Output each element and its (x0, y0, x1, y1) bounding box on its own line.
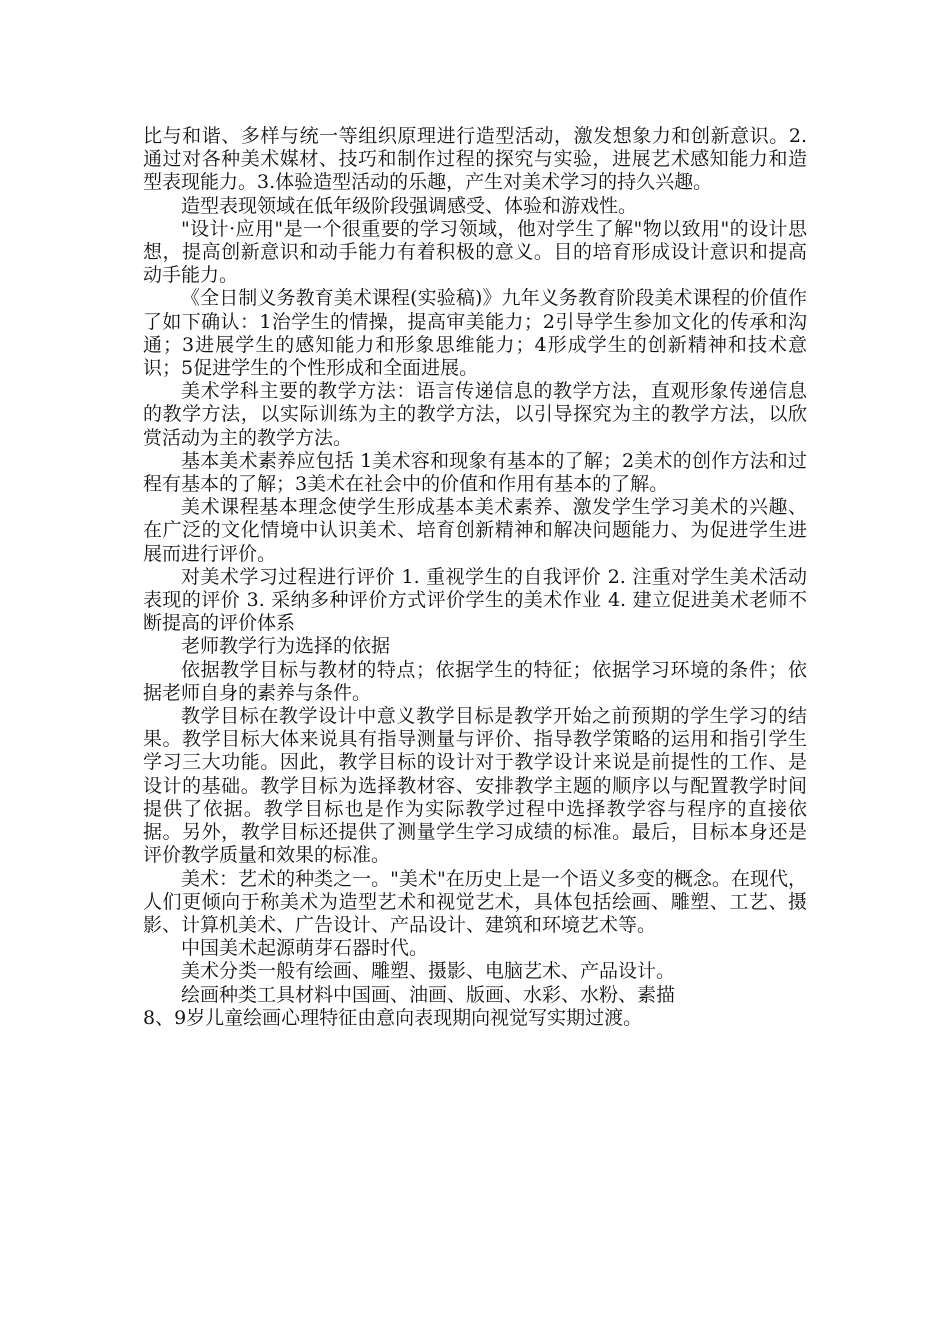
paragraph: 依据教学目标与教材的特点；依据学生的特征；依据学习环境的条件；依据老师自身的素养与条件。 (143, 658, 807, 704)
paragraph: 美术：艺术的种类之一。"美术"在历史上是一个语义多变的概念。在现代，人们更倾向于称美术为造型艺术和视觉艺术，具体包括绘画、雕塑、工艺、摄影、计算机美术、广告设计、产品设计、建筑和环境艺术等。 (143, 867, 807, 936)
paragraph: 基本美术素养应包括 1美术容和现象有基本的了解；2美术的创作方法和过程有基本的了解；3美术在社会中的价值和作用有基本的了解。 (143, 449, 807, 496)
paragraph: 美术课程基本理念使学生形成基本美术素养、激发学生学习美术的兴趣、在广泛的文化情境中认识美术、培育创新精神和解决问题能力、为促进学生进展而进行评价。 (143, 496, 807, 565)
paragraph: 老师教学行为选择的依据 (181, 635, 391, 658)
paragraph: 比与和谐、多样与统一等组织原理进行造型活动，激发想象力和创新意识。2.通过对各种美术媒材、技巧和制作过程的探究与实验，进展艺术感知能力和造型表现能力。3.体验造型活动的乐趣，产生对美术学习的持久兴趣。 (143, 125, 807, 194)
paragraph: 中国美术起源萌芽石器时代。 (181, 937, 429, 960)
paragraph: 对美术学习过程进行评价 1. 重视学生的自我评价 2. 注重对学生美术活动表现的评价 3. 采纳多种评价方式评价学生的美术作业 4. 建立促进美术老师不断提高的评价体系 (143, 565, 807, 635)
paragraph: "设计·应用"是一个很重要的学习领域，他对学生了解"物以致用"的设计思想，提高创新意识和动手能力有着积极的意义。目的培育形成设计意识和提高动手能力。 (143, 217, 807, 287)
paragraph: 8、9岁儿童绘画心理特征由意向表现期向视觉写实期过渡。 (143, 1006, 643, 1029)
paragraph: 美术学科主要的教学方法：语言传递信息的教学方法，直观形象传递信息的教学方法，以实际训练为主的教学方法，以引导探究为主的教学方法，以欣赏活动为主的教学方法。 (143, 380, 807, 449)
paragraph: 美术分类一般有绘画、雕塑、摄影、电脑艺术、产品设计。 (181, 960, 676, 983)
paragraph: 绘画种类工具材料中国画、油画、版画、水彩、水粉、素描 (181, 983, 676, 1006)
paragraph: 教学目标在教学设计中意义教学目标是教学开始之前预期的学生学习的结果。教学目标大体来说具有指导测量与评价、指导教学策略的运用和指引学生学习三大功能。因此，教学目标的设计对于教学设计来说是前提性的工作、是设计的基础。教学目标为选择教材容、安排教学主题的顺序以与配置教学时间提供了依据。教学目标也是作为实际教学过程中选择教学容与程序的直接依据。另外，教学目标还提供了测量学生学习成绩的标准。最后，目标本身还是评价教学质量和效果的标准。 (143, 705, 807, 867)
document-body (143, 125, 807, 1030)
paragraph: 造型表现领域在低年级阶段强调感受、体验和游戏性。 (181, 194, 638, 217)
paragraph: 《全日制义务教育美术课程(实验稿)》九年义务教育阶段美术课程的价值作了如下确认：1治学生的情操，提高审美能力；2引导学生参加文化的传承和沟通；3进展学生的感知能力和形象思维能力；4形成学生的创新精神和技术意识；5促进学生的个性形成和全面进展。 (143, 287, 807, 380)
